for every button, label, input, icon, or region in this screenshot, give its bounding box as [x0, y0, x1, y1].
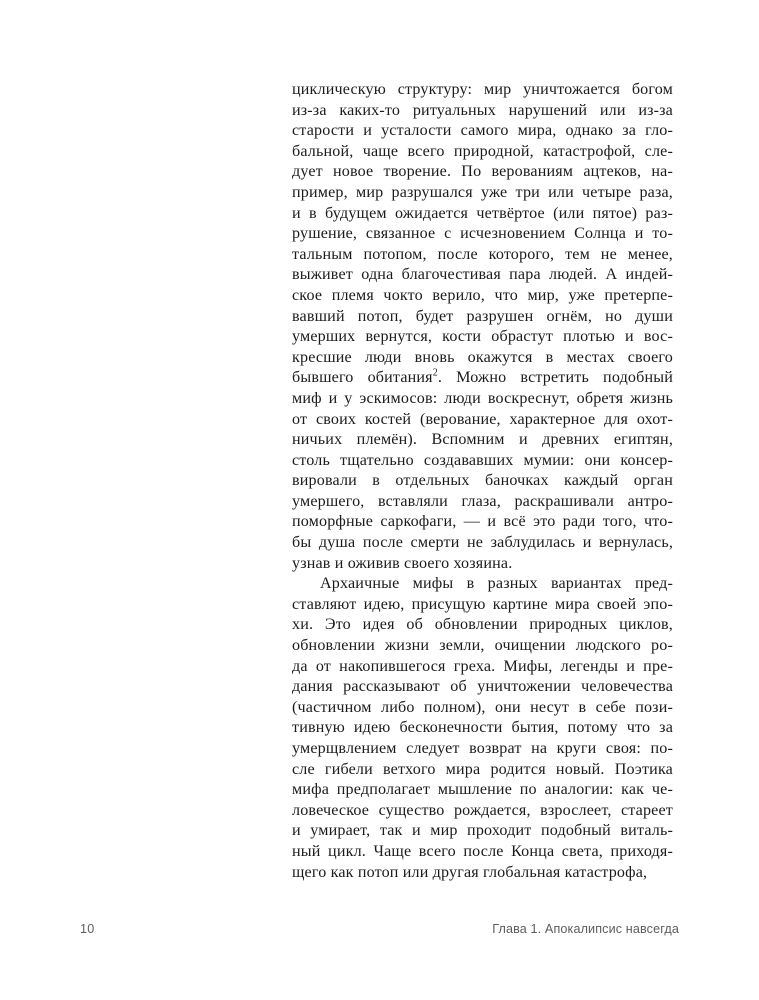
text-line: вавший потоп, будет разрушен огнём, но души — [292, 307, 673, 325]
text-line: старости и усталости самого мира, однако за гло- — [292, 122, 673, 140]
body-text-column — [292, 80, 673, 883]
text-line: бывшего обитания$^2$. Можно встретить подобный — [292, 367, 673, 387]
text-line: столь тщательно создававших мумии: они консер- — [292, 451, 673, 469]
text-line: бы душа после смерти не заблудилась и вернулась, — [292, 534, 673, 552]
paragraph — [292, 80, 673, 574]
text-line: пример, мир разрушался уже три или четыре раза, — [292, 183, 673, 201]
page-number: 10 — [80, 922, 95, 936]
text-line: от своих костей (верование, характерное для охот- — [292, 410, 673, 428]
text-line: и в будущем ожидается четвёртое (или пятое) раз- — [292, 204, 673, 222]
text-line: узнав и оживив своего хозяина. — [292, 554, 513, 572]
text-line: ловеческое существо рождается, взрослеет, стареет — [292, 801, 673, 819]
paragraph — [292, 574, 673, 883]
text-line: из-за каких-то ритуальных нарушений или из-за — [292, 101, 673, 119]
page-footer — [80, 919, 679, 939]
text-line: сле гибели ветхого мира родится новый. Поэтика — [292, 760, 673, 778]
text-line: ничьих племён). Вспомним и древних египтян, — [292, 431, 673, 449]
text-line: рушение, связанное с исчезновением Солнца и то- — [292, 225, 673, 243]
text-line: умерщвлением следует возврат на круги своя: по- — [292, 740, 673, 757]
text-line: (частичном либо полном), они несут в себе пози- — [292, 698, 673, 716]
text-line: ское племя чокто верило, что мир, уже претерпе- — [292, 286, 673, 304]
text-line: выживет одна благочестивая пара людей. А индей- — [292, 266, 673, 284]
text-line: бальной, чаще всего природной, катастрофой, сле- — [292, 142, 673, 160]
text-line: кресшие люди вновь окажутся в местах своего — [292, 348, 673, 366]
text-line: хи. Это идея об обновлении природных циклов, — [292, 616, 673, 634]
text-line: вировали в отдельных баночках каждый орган — [292, 472, 673, 490]
text-line: тальным потопом, после которого, тем не менее, — [292, 245, 673, 263]
text-line: щего как потоп или другая глобальная катастрофа, — [292, 863, 648, 881]
text-line: и умирает, так и мир проходит подобный виталь- — [292, 822, 673, 840]
text-line: Архаичные мифы в разных вариантах пред- — [320, 575, 673, 593]
text-line: циклическую структуру: мир уничтожается богом — [292, 81, 673, 98]
text-line: обновлении жизни земли, очищении людского ро- — [292, 637, 673, 655]
text-line: тивную идею бесконечности бытия, потому что за — [292, 719, 673, 737]
text-line: миф и у эскимосов: люди воскреснут, обретя жизнь — [292, 389, 673, 407]
text-line: умершего, вставляли глаза, раскрашивали антро- — [292, 492, 673, 510]
footnote-marker: 2 — [432, 367, 438, 379]
text-line: умерших вернутся, кости обрастут плотью и вос- — [292, 328, 673, 346]
text-line: ставляют идею, присущую картине мира своей эпо- — [292, 595, 673, 613]
text-line: дует новое творение. По верованиям ацтеков, на- — [292, 163, 673, 181]
text-line: да от накопившегося греха. Мифы, легенды и пре- — [292, 657, 673, 675]
text-line: поморфные саркофаги, — и всё это ради того, что- — [292, 513, 673, 531]
text-line: мифа предполагает мышление по аналогии: как че- — [292, 781, 673, 799]
running-head: Глава 1. Апокалипсис навсегда — [492, 922, 679, 936]
text-line: дания рассказывают об уничтожении человечества — [292, 678, 673, 696]
text-line: ный цикл. Чаще всего после Конца света, приходя- — [292, 842, 673, 860]
